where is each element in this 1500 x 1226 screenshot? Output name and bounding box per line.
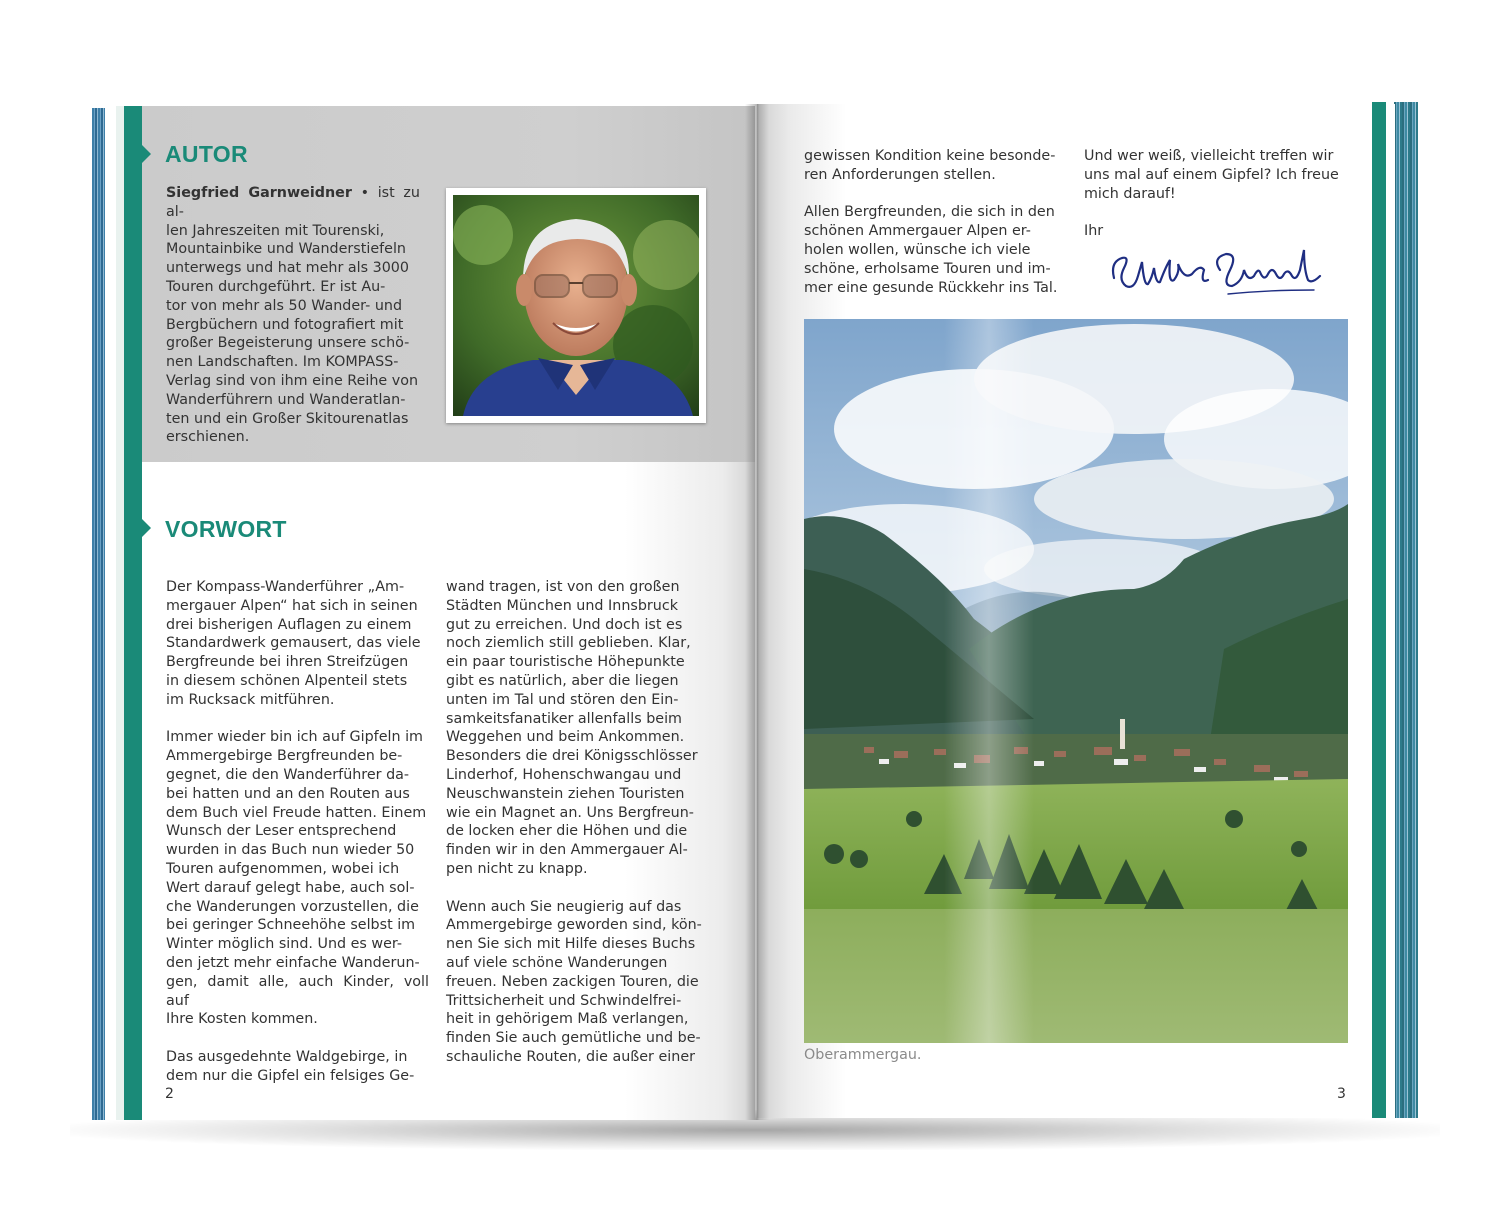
text-line: Ammergebirge Bergfreunden be- <box>166 748 403 765</box>
text-line: Ihre Kosten kommen. <box>166 1011 318 1028</box>
text-line: Das ausgedehnte Waldgebirge, in <box>166 1048 408 1065</box>
paragraph-gap <box>804 185 1067 204</box>
bio-rest <box>166 222 420 448</box>
text-line: mergauer Alpen“ hat sich in seinen <box>166 597 418 614</box>
left-bar-inner <box>116 106 124 1120</box>
paragraph-gap <box>1084 203 1349 222</box>
text-line: Der Kompass-Wanderführer „Am- <box>166 579 405 595</box>
text-line: bei hatten und an den Routen aus <box>166 785 410 802</box>
text-line: bei geringer Schneehöhe selbst im <box>166 917 416 934</box>
bio-line: unterwegs und hat mehr als 3000 <box>166 260 409 277</box>
text-line: schöne, erholsame Touren und im- <box>804 260 1051 277</box>
book-gutter <box>745 104 769 1120</box>
text-line: ein paar touristische Höhepunkte <box>446 654 685 671</box>
autor-heading: AUTOR <box>165 141 248 167</box>
bio-line: nen Landschaften. Im KOMPASS- <box>166 354 399 371</box>
text-line: holen wollen, wünsche ich viele <box>804 241 1031 258</box>
text-line: pen nicht zu knapp. <box>446 860 588 877</box>
text-line: finden wir in den Ammergauer Al- <box>446 842 688 859</box>
right-column-1 <box>804 147 1067 297</box>
right-column-2 <box>1084 147 1349 241</box>
paragraph-gap <box>166 710 429 729</box>
page-edges-right <box>1394 102 1418 1118</box>
author-photo <box>453 195 699 416</box>
text-line: gegnet, die den Wanderführer da- <box>166 766 410 783</box>
text-line: unten im Tal und stören den Ein- <box>446 691 679 708</box>
text-line: wie ein Magnet an. Uns Bergfreun- <box>446 804 694 821</box>
text-line: wurden in das Buch nun wieder 50 <box>166 842 415 859</box>
bio-line: tor von mehr als 50 Wander- und <box>166 297 403 314</box>
text-line: schönen Ammergauer Alpen er- <box>804 223 1031 240</box>
bio-line: Mountainbike und Wanderstiefeln <box>166 241 406 258</box>
text-line: heit in gehörigem Maß verlangen, <box>446 1011 689 1028</box>
author-photo-frame <box>446 188 706 423</box>
page-number-left: 2 <box>165 1086 174 1102</box>
text-line: de locken eher die Höhen und die <box>446 823 688 840</box>
bio-line: Wanderführern und Wanderatlan- <box>166 391 406 408</box>
text-line: dem nur die Gipfel ein felsiges Ge- <box>166 1067 415 1084</box>
text-line: che Wanderungen vorzustellen, die <box>166 898 419 915</box>
text-line: Standardwerk gemausert, das viele <box>166 635 421 652</box>
text-line: dem Buch viel Freude hatten. Einem <box>166 804 427 821</box>
author-bio <box>166 184 420 447</box>
text-line: Wenn auch Sie neugierig auf das <box>446 898 682 915</box>
text-line: Ammergebirge geworden sind, kön- <box>446 917 702 934</box>
bio-line: Verlag sind von ihm eine Reihe von <box>166 372 419 389</box>
left-accent-bar <box>124 106 142 1120</box>
text-line: schauliche Routen, die außer einer <box>446 1048 695 1065</box>
text-line: Und wer weiß, vielleicht treffen wir <box>1084 148 1334 164</box>
bio-line: len Jahreszeiten mit Tourenski, <box>166 222 385 239</box>
bio-line: Siegfried Garnweidner • ist zu al- <box>166 185 420 220</box>
text-line: Allen Bergfreunden, die sich in den <box>804 204 1055 221</box>
right-accent-bar <box>1372 102 1386 1118</box>
text-line: gewissen Kondition keine besonde- <box>804 148 1056 164</box>
vorwort-heading: VORWORT <box>165 516 287 542</box>
bio-line: erschienen. <box>166 429 250 446</box>
author-signature <box>1108 240 1328 300</box>
paragraph-gap <box>166 1029 429 1048</box>
bio-line: Bergbüchern und fotografiert mit <box>166 316 404 333</box>
text-line: samkeitsfanatiker allenfalls beim <box>446 710 682 727</box>
page-edges-left <box>92 108 106 1120</box>
text-line: Winter möglich sind. Und es wer- <box>166 936 403 953</box>
text-line: Städten München und Innsbruck <box>446 597 678 614</box>
text-line: Linderhof, Hohenschwangau und <box>446 766 682 783</box>
vorwort-marker-icon <box>142 519 151 537</box>
oberammergau-photo <box>804 319 1348 1043</box>
text-line: auf viele schöne Wanderungen <box>446 954 668 971</box>
text-line: Wunsch der Leser entsprechend <box>166 823 397 840</box>
text-line: Neuschwanstein ziehen Touristen <box>446 785 685 802</box>
text-line: gibt es natürlich, aber die liegen <box>446 672 679 689</box>
text-line: Besonders die drei Königsschlösser <box>446 748 698 765</box>
text-line: noch ziemlich still geblieben. Klar, <box>446 635 691 652</box>
bio-line: ten und ein Großer Skitourenatlas <box>166 410 409 427</box>
text-line: nen Sie sich mit Hilfe dieses Buchs <box>446 936 696 953</box>
bio-line: großer Begeisterung unsere schö- <box>166 335 410 352</box>
text-line: drei bisherigen Auflagen zu einem <box>166 616 412 633</box>
photo-caption: Oberammergau. <box>804 1047 922 1063</box>
text-line: gut zu erreichen. Und doch ist es <box>446 616 683 633</box>
text-line: im Rucksack mitführen. <box>166 691 335 708</box>
text-line: Trittsicherheit und Schwindelfrei- <box>446 992 682 1009</box>
paragraph-gap <box>446 879 709 898</box>
vorwort-column-2 <box>446 578 709 1067</box>
author-name: Siegfried Garnweidner <box>166 185 352 201</box>
text-line: uns mal auf einem Gipfel? Ich freue <box>1084 166 1339 183</box>
autor-marker-icon <box>142 145 151 163</box>
text-line: ren Anforderungen stellen. <box>804 166 996 183</box>
text-line: in diesem schönen Alpenteil stets <box>166 672 408 689</box>
text-line: wand tragen, ist von den großen <box>446 579 680 595</box>
bio-line: Touren durchgeführt. Er ist Au- <box>166 278 386 295</box>
text-line: Bergfreunde bei ihren Streifzügen <box>166 654 409 671</box>
text-line: freuen. Neben zackigen Touren, die <box>446 973 699 990</box>
text-line: mer eine gesunde Rückkehr ins Tal. <box>804 279 1058 296</box>
text-line: finden Sie auch gemütliche und be- <box>446 1030 701 1047</box>
text-line: Immer wieder bin ich auf Gipfeln im <box>166 729 423 746</box>
page-number-right: 3 <box>1337 1086 1346 1102</box>
text-line: gen, damit alle, auch Kinder, voll auf <box>166 973 429 1009</box>
text-line: Weggehen und beim Ankommen. <box>446 729 685 746</box>
text-line: den jetzt mehr einfache Wanderun- <box>166 954 420 971</box>
text-line: Touren aufgenommen, wobei ich <box>166 860 400 877</box>
text-line: Ihr <box>1084 223 1104 240</box>
text-line: Wert darauf gelegt habe, auch sol- <box>166 879 415 896</box>
vorwort-column-1 <box>166 578 429 1086</box>
text-line: mich darauf! <box>1084 185 1176 202</box>
